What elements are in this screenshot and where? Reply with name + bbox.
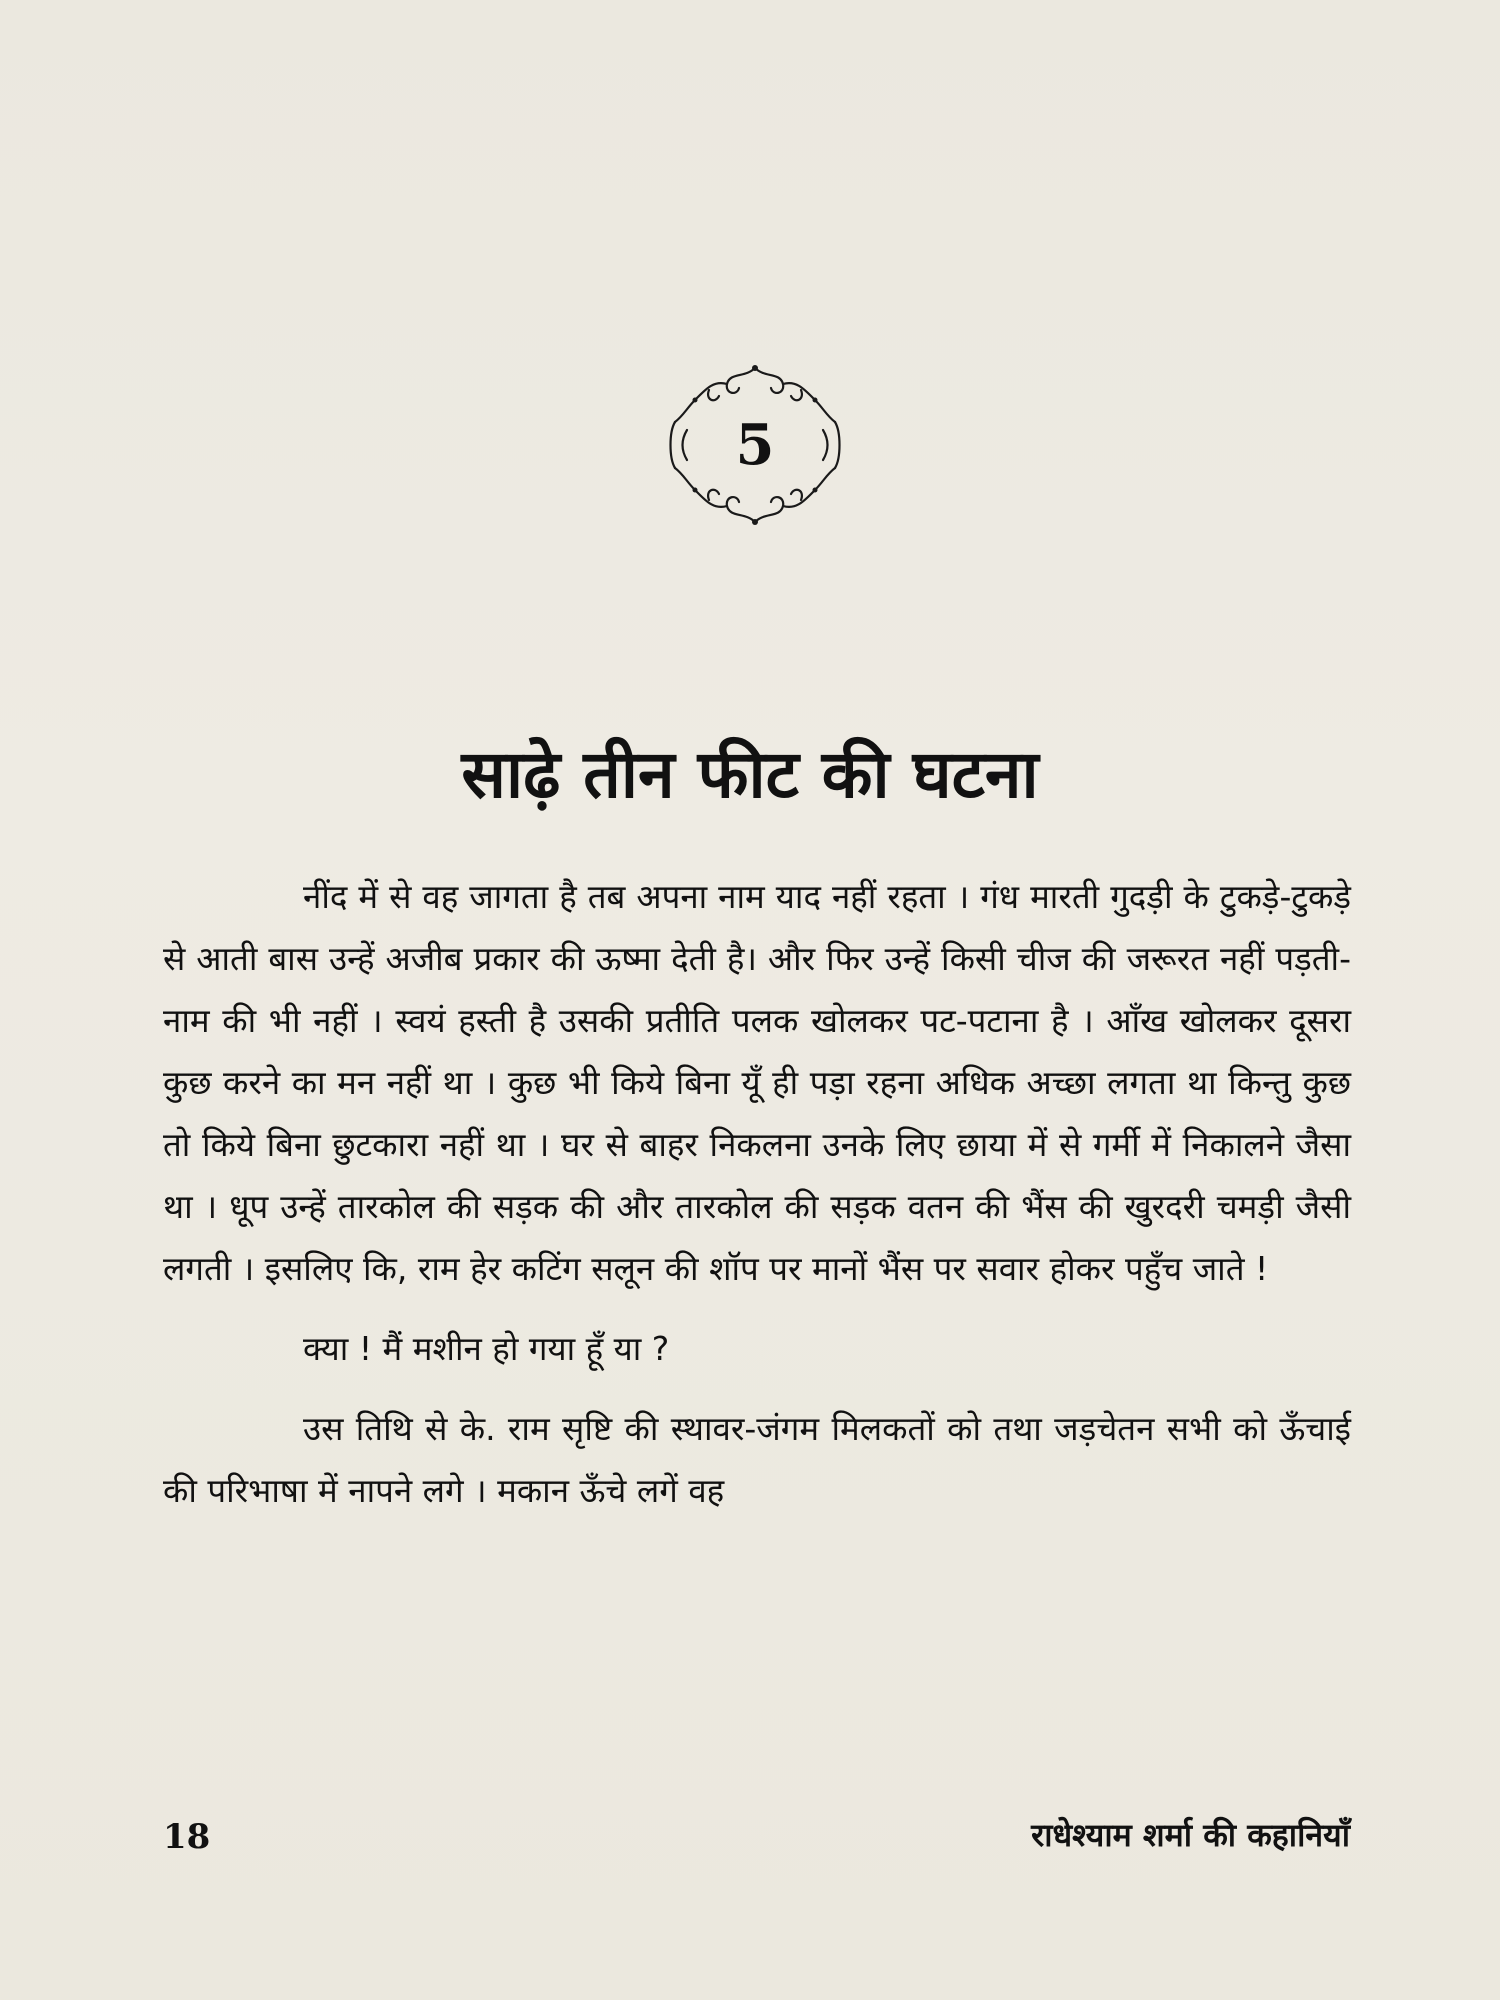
running-footer-book-title: राधेश्याम शर्मा की कहानियाँ: [1031, 1816, 1350, 1854]
chapter-number: 5: [735, 412, 775, 478]
story-title: साढ़े तीन फीट की घटना: [461, 736, 1039, 813]
page-number: 18: [163, 1817, 211, 1857]
paragraph: उस तिथि से के. राम सृष्टि की स्थावर-जंगम मिलकतों को तथा जड़चेतन सभी को ऊँचाई की परिभाषा में नापने लगे । मकान ऊँचे लगें वह: [163, 1409, 1351, 1510]
paragraph: नींद में से वह जागता है तब अपना नाम याद नहीं रहता । गंध मारती गुदड़ी के टुकड़े-टुकड़े से आती बास उन्हें अजीब प्रकार की ऊष्मा देती है। और फिर उन्हें किसी चीज की जरूरत नहीं पड़ती-नाम की भी नहीं । स्वयं हस्ती है उसकी प्रतीति पलक खोलकर पट-पटाना है । आँख खोलकर दूसरा कुछ करने का मन नहीं था । कुछ भी किये बिना यूँ ही पड़ा रहना अधिक अच्छा लगता था किन्तु कुछ तो किये बिना छुटकारा नहीं था । घर से बाहर निकलना उनके लिए छाया में से गर्मी में निकालने जैसा था । धूप उन्हें तारकोल की सड़क की और तारकोल की सड़क वतन की भैंस की खुरदरी चमड़ी जैसी लगती । इसलिए कि, राम हेर कटिंग सलून की शॉप पर मानों भैंस पर सवार होकर पहुँच जाते !: [163, 877, 1351, 1288]
paragraph: क्या ! मैं मशीन हो गया हूँ या ?: [303, 1329, 670, 1368]
story-body: [163, 866, 1351, 1522]
